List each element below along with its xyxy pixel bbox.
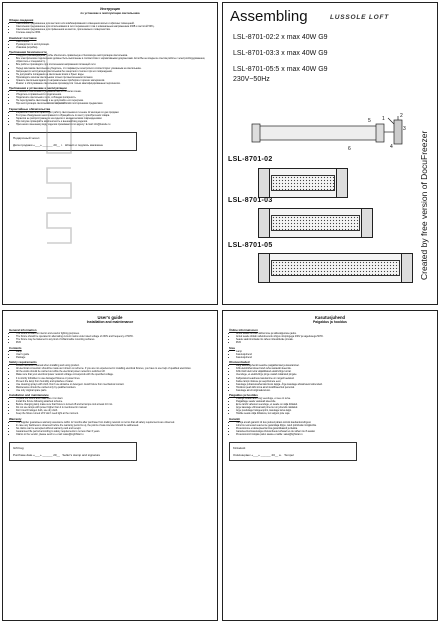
list-item: • Hoidke seade välja lülitatuna, kui valgust pole vaja. — [236, 412, 431, 415]
list-item: • Use only original spare parts. — [16, 389, 211, 392]
list-item: • Не допускайте попадания на светильник влаги и брызг воды. — [16, 73, 211, 76]
en-stamp-label: Gift bag — [13, 446, 24, 451]
step-number-2: 2 — [400, 113, 403, 119]
en-date-note: Seller's stamp and signature — [62, 453, 101, 458]
list-item: • Pretensioone ei aktsepteerita ilma garantiikaardi ja tšekita. — [236, 427, 431, 430]
list-item: • Guaranteed life period according to safety requirements is no less than 6 years. — [16, 430, 211, 433]
ee-safety-heading: Ohutusnõuded — [229, 360, 250, 365]
model-label-03: LSL-8701-03 — [228, 197, 273, 204]
list-item: • Все электрические подключения должны быть выполнены в соответствии с нормативными документами. Если Вы не владеете опытом работы с электрооборудованием, обратитесь к специалисту. — [16, 57, 211, 63]
ee-safety-list — [229, 364, 431, 391]
list-item: • Juhul kui esinevad vead enne garantiiaja lõppu, tuleb pöörduda müügikohta. — [236, 424, 431, 427]
ee-install-heading: Paigaldus ja hooldus — [229, 393, 258, 398]
ru-contents-heading: Комплект поставки — [9, 35, 37, 40]
en-stamp-box — [9, 442, 137, 461]
spec-5-lamp: LSL-8701-05:5 x max 40W G9 — [233, 66, 328, 73]
spec-3-lamp: LSL-8701-03:3 x max 40W G9 — [233, 50, 328, 57]
list-item: • IP20 — [16, 341, 211, 344]
list-item: • Kõik elektriühendused tuleb teha vastavalt skeemile. — [236, 367, 431, 370]
ru-general-heading: Общие сведения — [9, 18, 34, 22]
spec-2-lamp: LSL-8701-02:2 x max 40W G9 — [233, 34, 328, 41]
lamp-illustration-05 — [258, 253, 413, 283]
list-item: • Следуйте рекомендациям, чтобы обеспечить правильную и безопасную эксплуатацию светильника. — [16, 54, 211, 57]
step-number-1: 1 — [382, 116, 385, 122]
list-item: • Степень защиты IP20. — [16, 31, 211, 34]
list-item: • Install the fixture following attached scheme. — [16, 400, 211, 403]
ru-safety-list — [9, 54, 211, 84]
list-item: • Use cleaning sprays with cloth. Don't use abrasive or detergent. Avoid fixture from mechanical contact. — [16, 383, 211, 386]
list-item: • При эксплуатации светильника не закрывайте его посторонними предметами. — [16, 102, 211, 105]
list-item: • Järgi kasutusjuhendit seadme paigaldamisel ja kasutamisel. — [236, 364, 431, 367]
ee-general-heading: Üldine informatsioon — [229, 328, 258, 332]
ee-stamp-box — [229, 442, 357, 461]
step-number-6: 6 — [348, 146, 351, 152]
list-item: • Tarnija annab garantii 12 kuu jooksul pärast ostmist kaubandusvõrgust. — [236, 421, 431, 424]
russian-instructions-panel — [2, 2, 218, 305]
list-item: • Kõik tööd tuleb teha väljalülitatud elektrivõrgu korral. — [236, 370, 431, 373]
list-item: • Keep the fixture turned off if don't need light at the moment. — [16, 412, 211, 415]
list-item: • Храните светильник вдали от нагревательных приборов и горючих материалов. — [16, 79, 211, 82]
list-item: • Все работы производите при отключенном напряжении питающей сети. — [16, 63, 211, 66]
list-item: • Подключите светильник к сети, соблюдая полярность. — [16, 96, 211, 99]
list-item: • Enne lambi vahetust veenduge, et seade on välja lülitatud. — [236, 403, 431, 406]
list-item: • Светильник предназначен для использования в сети переменного тока с номинальным напряжением 230В и частотой 50Гц. — [16, 25, 211, 28]
ru-general-list — [9, 22, 211, 34]
ee-general-list — [229, 332, 431, 344]
list-item: • Убедитесь в правильности подключения. — [16, 93, 211, 96]
list-item: • Kahjustatud seadmete kasutamine on rangelt keelatud. — [236, 377, 431, 380]
ee-subtitle: Paigaldus ja hooldus — [313, 320, 347, 324]
list-item: • При покупке проверяйте комплектность и внешний вид изделия. — [16, 120, 211, 123]
list-item: • Antud seade töötab vahelduvvoolu võrgus nimipingega 230V ja sagedusega 50Hz. — [236, 335, 431, 338]
ru-safety-heading: Требования безопасности — [9, 50, 47, 55]
list-item: • Фирма-изготовитель гарантирует работу светильника в течение 12 месяцев со дня продажи. — [16, 111, 211, 114]
ee-contents-heading: Sisu — [229, 345, 236, 350]
list-item: • User's guide — [16, 353, 211, 356]
list-item: • Lamp — [236, 350, 431, 353]
en-install-list — [9, 397, 211, 415]
list-item: • All the works should be carried out while the electrical power network is switched off. — [16, 370, 211, 373]
lamp-illustration-02 — [258, 168, 348, 198]
ru-warranty-heading: Гарантийные обязательства — [9, 107, 51, 112]
list-item: • В случае обнаружения неисправности обращайтесь по месту приобретения товара. — [16, 114, 211, 117]
step-number-5: 5 — [368, 118, 371, 124]
list-item: • It is strictly forbidden to use damaged fixtures or power lines. — [16, 377, 211, 380]
list-item: • Pakkige seade lahti ning veenduge, et see on terve. — [236, 397, 431, 400]
list-item: • Ärge kasutage võimsamaid pirne kui on juhendis näidatud. — [236, 406, 431, 409]
watermark-side-text: Created by free version of DocuFreezer — [419, 130, 429, 280]
ru-contents-list — [9, 40, 211, 49]
list-item: • Prevent the lamp from humidity and splashes of water. — [16, 380, 211, 383]
ee-install-list — [229, 397, 431, 415]
en-date-line: Purchase date «___» ______ 20__ — [13, 453, 60, 458]
list-item: • Claims to the vendor, please send to e-mail: sales@LightStar.ru — [16, 433, 211, 436]
list-item: • Unpack the fixture and make sure it is intact. — [16, 397, 211, 400]
en-warranty-list — [9, 421, 211, 436]
ee-warranty-list — [229, 421, 431, 436]
en-general-list — [9, 332, 211, 344]
list-item: • Руководство по эксплуатации. — [16, 43, 211, 46]
model-label-02: LSL-8701-02 — [228, 156, 273, 163]
list-item: • Запрещается эксплуатация светильника без защитного стекла и при его повреждении. — [16, 70, 211, 73]
brand-logo: LUSSOLE LOFT — [330, 14, 390, 21]
step-number-3: 3 — [403, 126, 406, 132]
list-item: • Упаковка (коробка). — [16, 46, 211, 49]
en-subtitle: Installation and maintenance — [86, 320, 134, 324]
list-item: • The fixture is used for interior and exterior lighting purposes. — [16, 332, 211, 335]
list-item: • Follow instruction manual when installing and using product. — [16, 364, 211, 367]
list-item: • Pretensioonid müüjale palun saata e-mailile: sales@lightstar.ru — [236, 433, 431, 436]
ee-warranty-heading: Garantii — [229, 417, 240, 422]
list-item: • All electrical connection should be made as it shown on scheme. If you are not experienced in installing electrical fixtures, you have to use help of qualified electrician. — [16, 367, 211, 370]
english-instructions-panel — [2, 310, 218, 621]
ru-date-note: Штамп и подпись магазина — [64, 143, 103, 148]
ee-stamp-label: Kinkekott — [233, 446, 246, 451]
list-item: • Установите светильник в указанное место согласно схеме. — [16, 90, 211, 93]
list-item: • Hooldust peab läbi viima ainult kvalifitseeritud personal. — [236, 386, 431, 389]
ee-date-line: Ostukuupäev «___» ______ 20__ a. — [233, 453, 282, 458]
list-item: • Package — [16, 356, 211, 359]
list-item: • In case any faultiness is observed before the warranty period is up, the points of sale intended should be addressed. — [16, 424, 211, 427]
ru-install-list — [9, 90, 211, 105]
list-item: • Перед монтажом светильника убедитесь, что параметры электросети соответствуют указанным на светильнике. — [16, 67, 211, 70]
ee-contents-list — [229, 350, 431, 359]
list-item: • The supplier guarantees warranty assurance within 12 months after purchase from trading network on terms that all safety requirements are observed. — [16, 421, 211, 424]
ru-title: Инструкция — [100, 7, 120, 11]
en-safety-list — [9, 364, 211, 391]
ru-stamp-label: Подарочный чехол — [13, 136, 40, 141]
list-item: • Светильник предназначен для применения на местах, прилегаемых к поверхностям. — [16, 28, 211, 31]
model-label-05: LSL-8701-05 — [228, 242, 273, 249]
list-item: • Ремонт и обслуживание светильника производится только квалифицированным персоналом. — [16, 82, 211, 85]
en-warranty-heading: Warranty — [9, 417, 22, 422]
list-item: • Don't touch halogen bulb, use dry cloth. — [16, 409, 211, 412]
en-title: User's guide — [97, 315, 123, 320]
list-item: • The fixture should be operated in alternating current mains under rated voltage of 230V and frequency of 50Hz. — [16, 335, 211, 338]
list-item: • Before changing lamp make sure that fixture is turned off and let lamps cool at least 10 min. — [16, 403, 211, 406]
ru-install-heading: Требования к установке и эксплуатации — [9, 86, 67, 91]
en-contents-list — [9, 350, 211, 359]
list-item: • Kasutusjuhend — [236, 356, 431, 359]
list-item: • Не перегружайте светильник и не допускайте его перегрева. — [16, 99, 211, 102]
ru-warranty-list — [9, 111, 211, 126]
list-item: • Do not use lamps with power higher than it is mentioned in manual. — [16, 406, 211, 409]
list-item: • The fixture may be fastened to any kind of inflammable mounting surfaces. — [16, 338, 211, 341]
en-safety-heading: Safety requirements — [9, 360, 37, 365]
list-item: • Производите монтаж светильника только при выключенном питании. — [16, 76, 211, 79]
list-item: • Kaitse lampi niiskuse ja veepritsmete eest. — [236, 380, 431, 383]
list-item: • Претензии к внешнему виду изделия принимаются по адресу: E-mail: info@lussole.ru — [16, 123, 211, 126]
brand-watermark — [41, 43, 81, 253]
list-item: • Гарантия не распространяется на изделия с механическими повреждениями. — [16, 117, 211, 120]
ru-subtitle: по установке и эксплуатации светильника — [80, 11, 140, 15]
list-item: • Kasutusjuhend — [236, 353, 431, 356]
list-item: • Paigaldage seade vastavalt skeemile. — [236, 400, 431, 403]
en-general-heading: General information — [9, 328, 37, 332]
list-item: • Kasutage ainult originaalvaruosi. — [236, 389, 431, 392]
list-item: • IP20 — [236, 341, 431, 344]
list-item: • Светильник. — [16, 40, 211, 43]
spec-block — [233, 33, 328, 85]
lamp-illustration-03 — [258, 208, 373, 238]
en-contents-heading: Contents — [9, 345, 22, 350]
step-number-4: 4 — [390, 144, 393, 150]
ee-title: Kasutusjuhend — [314, 315, 346, 320]
list-item: • No claims can be accepted without warranty card and receipt. — [16, 427, 211, 430]
estonian-instructions-panel — [222, 310, 438, 621]
list-item: • Antud seade on ette nähtud sise ja välisvalgustuse jaoks. — [236, 332, 431, 335]
list-item: • Garanteeritud kasutusiga ohutusnõuete kohaselt ei ole vähem kui 6 aastat. — [236, 430, 431, 433]
list-item: • Seade saab kinnitada mis tahes mittesüttivale pinnale. — [236, 338, 431, 341]
list-item: • Lamp — [16, 350, 211, 353]
list-item: • Ärge puudutage halogeenpirni, kasutage kuiva lappi. — [236, 409, 431, 412]
list-item: • Veenduge, et elektrivõrgu pinge vastab määratud pingele. — [236, 373, 431, 376]
mounting-diagram — [248, 112, 408, 152]
list-item: • Maintenance should be carried only by qualified workers. — [16, 386, 211, 389]
list-item: • Светильник предназначен для местного или комбинированного освещения жилых и офисных помещений. — [16, 22, 211, 25]
voltage-spec: 230V~50Hz — [233, 76, 270, 83]
assembly-title: Assembling — [230, 8, 308, 25]
list-item: • Make sure that your electrical power network voltage corresponds with the specified voltage. — [16, 373, 211, 376]
en-install-heading: Installation and maintenance — [9, 393, 49, 398]
ru-date-line: Дата продажи «___» ______ 20__ г. — [13, 143, 63, 148]
list-item: • Kasutage puhastusvahendeid koos lapiga. Ärge kasutage abrasiivseid vahendeid. — [236, 383, 431, 386]
ee-date-note: Tempel — [284, 453, 294, 458]
